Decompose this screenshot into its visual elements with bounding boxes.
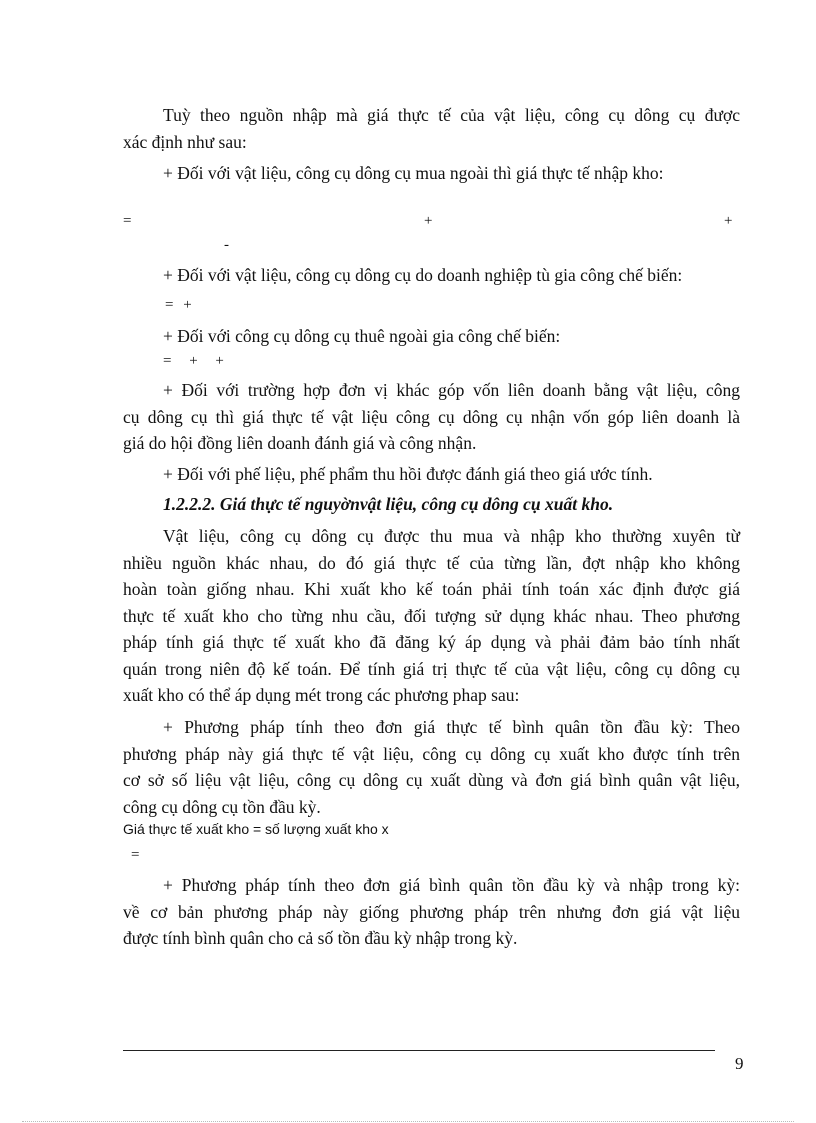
paragraph-line: + Phương pháp tính theo đơn giá bình quân tồn đầu kỳ và nhập trong kỳ: — [163, 875, 740, 895]
paragraph-line: hoàn toàn giống nhau. Khi xuất kho kế toán phải tính toán xác định được giá — [123, 579, 740, 599]
paragraph-line: Tuỳ theo nguồn nhập mà giá thực tế của vật liệu, công cụ dông cụ được — [163, 105, 740, 125]
equation-line: = + + — [163, 353, 224, 369]
equation-line: = + — [165, 297, 192, 313]
bullet-line: + Đối với phế liệu, phế phẩm thu hồi được đánh giá theo giá ước tính. — [163, 464, 653, 484]
paragraph-line: pháp tính giá thực tế xuất kho đã đăng ký áp dụng và phải đảm bảo tính nhất — [123, 632, 740, 652]
bullet-line: + Đối với vật liệu, công cụ dông cụ mua ngoài thì giá thực tế nhập kho: — [163, 163, 664, 183]
paragraph-line: cơ sở số liệu vật liệu, công cụ dông cụ xuất dùng và đơn giá bình quân vật liệu, — [123, 770, 740, 790]
bullet-line: cụ dông cụ thì giá thực tế vật liệu công cụ dông cụ nhận vốn góp liên doanh là — [123, 407, 740, 427]
equation-symbol: - — [224, 237, 229, 253]
paragraph-line: phương pháp này giá thực tế vật liệu, công cụ dông cụ xuất kho được tính trên — [123, 744, 740, 764]
equation-symbol: = — [131, 847, 140, 863]
paragraph-line: + Phương pháp tính theo đơn giá thực tế bình quân tồn đầu kỳ: Theo — [163, 717, 740, 737]
bullet-line: giá do hội đồng liên doanh đánh giá và công nhận. — [123, 433, 477, 453]
formula-line: Giá thực tế xuất kho = số lượng xuất kho x — [123, 821, 389, 837]
paragraph-line: xuất kho có thể áp dụng mét trong các phương phap sau: — [123, 685, 520, 705]
equation-symbol: = — [123, 213, 132, 229]
paragraph-line: về cơ bản phương pháp này giống phương pháp trên nhưng đơn giá vật liệu — [123, 902, 740, 922]
paragraph-line: Vật liệu, công cụ dông cụ được thu mua và nhập kho thường xuyên từ — [163, 526, 740, 546]
paragraph-line: xác định như sau: — [123, 132, 247, 152]
paragraph-line: được tính bình quân cho cả số tồn đầu kỳ nhập trong kỳ. — [123, 928, 518, 948]
bullet-line: + Đối với vật liệu, công cụ dông cụ do doanh nghiệp tù gia công chế biến: — [163, 265, 683, 285]
bullet-line: + Đối với công cụ dông cụ thuê ngoài gia công chế biến: — [163, 326, 561, 346]
equation-symbol: + — [424, 213, 433, 229]
equation-symbol: + — [724, 213, 733, 229]
footer-rule — [123, 1050, 715, 1051]
paragraph-line: công cụ dông cụ tồn đầu kỳ. — [123, 797, 321, 817]
paragraph-line: thực tế xuất kho cho từng nhu cầu, đối tượng sử dụng khác nhau. Theo phương — [123, 606, 740, 626]
paragraph-line: nhiều nguồn khác nhau, do đó giá thực tế của từng lần, đợt nhập kho không — [123, 553, 740, 573]
section-heading: 1.2.2.2. Giá thực tế nguyờnvật liệu, công cụ dông cụ xuất kho. — [163, 494, 614, 514]
page-edge-divider — [22, 1121, 794, 1122]
bullet-line: + Đối với trường hợp đơn vị khác góp vốn liên doanh bằng vật liệu, công — [163, 380, 740, 400]
page-number: 9 — [735, 1054, 744, 1073]
paragraph-line: quán trong niên độ kế toán. Để tính giá trị thực tế của vật liệu, công cụ dông cụ — [123, 659, 740, 679]
